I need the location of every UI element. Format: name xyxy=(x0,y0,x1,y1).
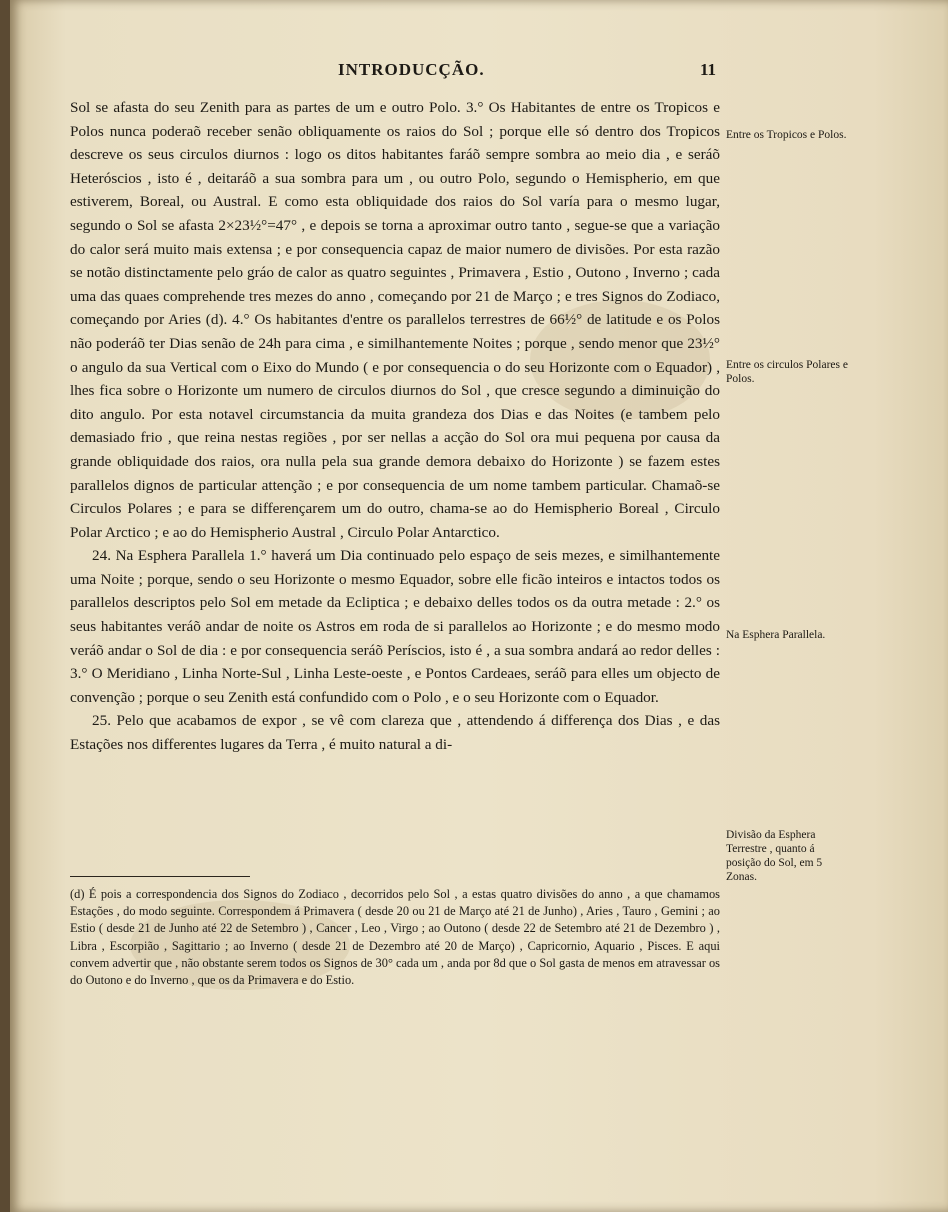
paragraph-24: 24. Na Esphera Parallela 1.° haverá um Dia continuado pelo espaço de seis mezes, e similhantemente uma Noite ; porque, sendo o seu Horizonte o mesmo Equador, sobre elle ficão inteiros e intactos todos os parallelos descriptos pelo Sol em metade da Ecliptica ; e debaixo delles todos os da outra metade : 2.° os seus habitantes veráõ andar de noite os Astros em roda de si parallelos ao Horizonte ; e do mesmo modo veráõ andar o Sol de dia : e por consequencia seráõ Períscios, isto é , a sua sombra andará ao redor delles : 3.° O Meridiano , Linha Norte-Sul , Linha Leste-oeste , e Pontos Cardeaes, seráõ para elles um objecto de convenção ; porque o seu Zenith está confundido com o Polo , e o seu Horizonte com o Equador. xyxy=(70,547,720,706)
main-text xyxy=(70,96,720,757)
running-head xyxy=(10,58,948,86)
paragraph-1: Sol se afasta do seu Zenith para as partes de um e outro Polo. 3.° Os Habitantes de entre os Tropicos e Polos nunca poderaõ receber senão obliquamente os raios do Sol ; porque elle só dentro dos Tropicos descreve os seus circulos diurnos : logo os ditos habitantes faráõ sempre sombra ao meio dia , e seráõ Heteróscios , isto é , deitaráõ a sua sombra para um , ou outro Polo, segundo o Hemispherio, em que estiverem, Boreal, ou Austral. E como esta obliquidade dos raios do Sol varía para o mesmo lugar, segundo o Sol se afasta 2×23½°=47° , e depois se torna a aproximar outro tanto , segue-se que a variação do calor será muito mais extensa ; e por consequencia capaz de maior numero de divisões. Por esta razão se notão distinctamente pelo gráo de calor as quatro seguintes , Primavera , Estio , Outono , Inverno ; cada uma das quaes comprehende tres mezes do anno , começando por 21 de Março ; e tres Signos do Zodiaco, começando por Aries (d). 4.° Os habitantes d'entre os parallelos terrestres de 66½° de latitude e os Polos não poderáõ ter Dias senão de 24h para cima , e similhantemente Noites ; porque , sendo menor que 23½° o angulo da sua Vertical com o Eixo do Mundo ( e por consequencia o do seu Horizonte com o Equador) , lhes fica sobre o Horizonte um numero de circulos diurnos do Sol , que cresce segundo a diminuição do dito angulo. Por esta notavel circumstancia da muita grandeza dos Dias e das Noites (e tambem pelo demasiado frio , que reina nestas regiões , por ser nellas a acção do Sol ora mui pequena por causa da grande obliquidade dos raios, ora nulla pela sua grande demora debaixo do Horizonte ) se fazem estes parallelos dignos de particular attenção ; e por consequencia de um nome tambem particular. Chamaõ-se Circulos Polares ; e para se differençarem um do outro, chama-se ao do Hemispherio Boreal , Circulo Polar Arctico ; e ao do Hemispherio Austral , Circulo Polar Antarctico. xyxy=(70,99,720,541)
margin-note-esphera-parallela: Na Esphera Parallela. xyxy=(726,629,826,641)
page-title: INTRODUCÇÃO. xyxy=(338,60,485,79)
margin-note-tropicos: Entre os Tropicos e Polos. xyxy=(726,129,847,141)
margin-note-circulos-polares: Entre os circulos Polares e Polos. xyxy=(726,359,848,385)
footnote-divider xyxy=(70,876,250,877)
margin-note-divisao-zonas: Divisão da Esphera Terrestre , quanto á posição do Sol, em 5 Zonas. xyxy=(726,829,823,883)
page-number: 11 xyxy=(700,60,717,79)
footnote: (d) É pois a correspondencia dos Signos do Zodiaco , decorridos pelo Sol , a estas quatro divisões do anno , a que chamamos Estações , do modo seguinte. Correspondem á Primavera ( desde 20 ou 21 de Março até 21 de Junho) , Aries , Tauro , Gemini ; ao Estio ( desde 21 de Junho até 22 de Setembro ) , Cancer , Leo , Virgo ; ao Outono ( desde 22 de Setembro até 21 de Dezembro ) , Libra , Escorpião , Sagittario ; ao Inverno ( desde 21 de Dezembro até 20 de Março) , Capricornio, Aquario , Pisces. E aqui convem advertir que , não obstante serem todos os Signos de 30° cada um , anda por 8d que o Sol gasta de menos em atravessar os do Outono e do Inverno , que os da Primavera e do Estio. xyxy=(70,887,720,988)
book-page xyxy=(10,0,948,1212)
paragraph-25: 25. Pelo que acabamos de expor , se vê com clareza que , attendendo á differença dos Dias , e das Estações nos differentes lugares da Terra , é muito natural a di- xyxy=(70,712,720,754)
